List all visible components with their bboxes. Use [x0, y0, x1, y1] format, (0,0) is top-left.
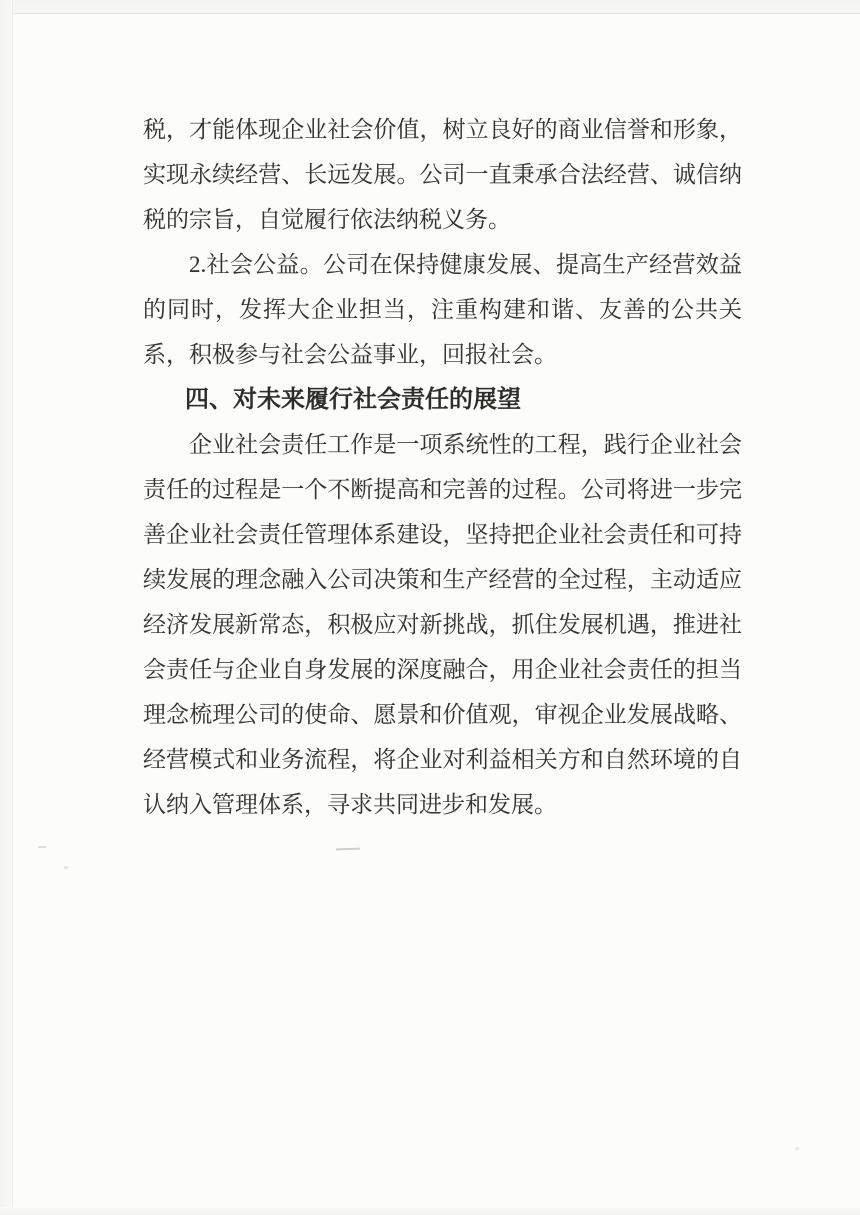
paragraph-social-welfare: 2.社会公益。公司在保持健康发展、提高生产经营效益的同时，发挥大企业担当，注重构建和谐、友善的公共关系，积极参与社会公益事业，回报社会。	[143, 252, 742, 367]
scan-edge-bottom	[0, 1207, 860, 1215]
paragraph-tax-compliance-continuation: 税，才能体现企业社会价值，树立良好的商业信誉和形象，实现永续经营、长远发展。公司一直秉承合法经营、诚信纳税的宗旨，自觉履行依法纳税义务。	[143, 117, 742, 232]
scan-artifact-speck	[64, 866, 68, 869]
section-heading-future-csr-outlook: 四、对未来履行社会责任的展望	[185, 386, 521, 413]
document-content	[143, 107, 742, 827]
scan-artifact-tick	[38, 846, 46, 848]
scan-artifact-speck	[795, 1147, 799, 1150]
scan-edge-left	[0, 0, 13, 1215]
scan-artifact-dash	[336, 848, 360, 851]
paragraph-future-csr-outlook: 企业社会责任工作是一项系统性的工程，践行企业社会责任的过程是一个不断提高和完善的过程。公司将进一步完善企业社会责任管理体系建设，坚持把企业社会责任和可持续发展的理念融入公司决策和生产经营的全过程，主动适应经济发展新常态，积极应对新挑战，抓住发展机遇，推进社会责任与企业自身发展的深度融合，用企业社会责任的担当理念梳理公司的使命、愿景和价值观，审视企业发展战略、经营模式和业务流程，将企业对利益相关方和自然环境的自认纳入管理体系，寻求共同进步和发展。	[143, 432, 742, 817]
scan-edge-top	[0, 0, 860, 14]
